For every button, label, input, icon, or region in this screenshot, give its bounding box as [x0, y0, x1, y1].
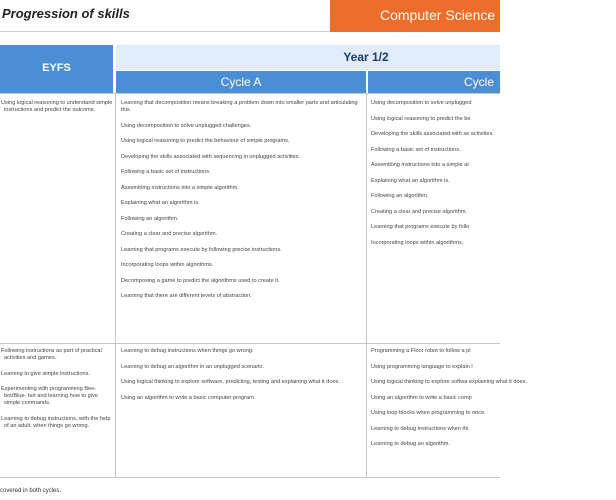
table-cell-cycle-b-row2: [371, 348, 528, 476]
list-item: Explaining what an algorithm is.: [371, 177, 450, 184]
list-item: Following instructions as part of practical activities and games.: [1, 348, 102, 361]
page-title-bar: [0, 0, 330, 32]
list-item: Learning to debug instructions, with the help of an adult, when things go wrong.: [1, 415, 111, 429]
list-item: Using decomposition to solve unplugged challenges.: [121, 122, 252, 129]
list-item: Using logical reasoning to predict the be: [371, 115, 471, 122]
table-cell-cycle-a-row2: [121, 348, 363, 476]
table-row-divider: [0, 343, 500, 344]
list-item: Creating a clear and precise algorithm.: [121, 231, 218, 237]
table-cell-eyfs-row1: [0, 100, 113, 340]
list-item: Incorporating loops within algorithms.: [371, 239, 464, 246]
list-item: Using decomposition to solve unplugged: [371, 100, 472, 106]
list-item: Assembling instructions into a simple al: [371, 162, 469, 168]
list-item: Learning to debug an algorithm in an unplugged scenario.: [121, 363, 265, 370]
cycle-b-header: [368, 71, 500, 93]
list-item: Using logical thinking to explore software, predicting, testing and explaining what it does.: [121, 379, 340, 385]
eyfs-header-label: EYFS: [42, 62, 71, 74]
list-item: Learning to debug instructions when thi: [371, 425, 469, 432]
list-item: Using logical reasoning to understand simple instructions and predict the outcome.: [1, 100, 113, 113]
list-item: Learning that programs execute by following precise instructions.: [121, 246, 282, 253]
list-item: Creating a clear and precise algorithm.: [371, 208, 468, 215]
list-item: Learning that there are different levels of abstraction.: [121, 293, 252, 299]
list-item: Using an algorithm to write a basic computer program.: [121, 394, 256, 401]
list-item: Explaining what an algorithm is.: [121, 200, 200, 206]
list-item: Experimenting with programming Bee-bot/Blue- bot and learning how to give simple commands.: [1, 386, 98, 406]
list-item: Learning to debug an algorithm.: [371, 441, 450, 447]
table-row-divider: [0, 93, 500, 94]
list-item: Following a basic set of instructions.: [121, 169, 211, 175]
list-item: Using loop blocks when programming to once.: [371, 410, 486, 416]
list-item: Developing the skills associated with sequencing in unplugged activities.: [121, 153, 301, 160]
list-item: Learning to debug instructions when things go wrong.: [121, 348, 254, 354]
list-item: Following a basic set of instructions.: [371, 146, 461, 153]
cycle-a-header-label: Cycle A: [220, 75, 262, 89]
year-header-label: Year 1/2: [343, 50, 389, 64]
footer-note: covered in both cycles.: [0, 488, 62, 494]
subject-banner: [330, 0, 500, 32]
table-cell-eyfs-row2: [0, 348, 113, 476]
page-title: Progression of skills: [2, 6, 130, 21]
table-column-divider: [115, 93, 116, 477]
list-item: Using logical reasoning to predict the behaviour of simple programs.: [121, 138, 290, 144]
eyfs-header: [0, 45, 113, 93]
list-item: Following an algorithm.: [121, 215, 179, 222]
list-item: Incorporating loops within algorithms.: [121, 262, 214, 268]
list-item: Learning that decomposition means breaking a problem down into smaller parts and articulating this.: [121, 100, 358, 113]
list-item: Learning that programs execute by follo: [371, 224, 470, 230]
list-item: Developing the skills associated with se activities.: [371, 131, 494, 137]
list-item: Assembling instructions into a simple algorithm.: [121, 184, 239, 191]
table-row-divider: [0, 477, 500, 478]
table-cell-cycle-a-row1: [121, 100, 363, 340]
list-item: Using logical thinking to explore softwa explaining what it does.: [371, 379, 528, 385]
cycle-b-header-label: Cycle: [464, 75, 495, 89]
subject-title: Computer Science: [380, 7, 496, 23]
table-cell-cycle-b-row1: [371, 100, 500, 340]
list-item: Learning to give simple instructions.: [1, 370, 90, 377]
list-item: Programming a Floor robot to follow a pl: [371, 348, 471, 354]
list-item: Decomposing a game to predict the algorithms used to create it.: [121, 277, 280, 284]
year-header: [116, 45, 500, 70]
list-item: Using programming language to explain l: [371, 363, 473, 370]
table-column-divider: [366, 93, 367, 477]
list-item: Following an algorithm.: [371, 193, 429, 199]
list-item: Using an algorithm to write a basic comp: [371, 394, 472, 401]
cycle-a-header: [116, 71, 366, 93]
